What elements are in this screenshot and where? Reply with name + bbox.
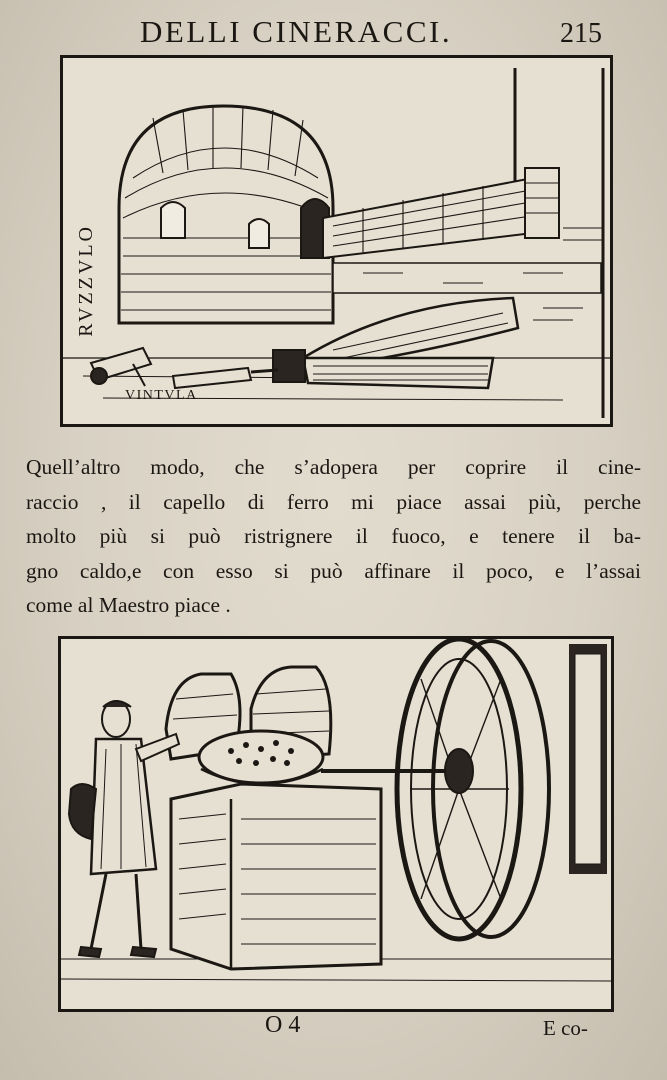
body-line: gno caldo,e con esso si può affinare il poco, e l’assai: [26, 558, 641, 583]
furnace-illustration: [63, 58, 610, 424]
body-line: come al Maestro piace .: [26, 593, 231, 617]
body-line: raccio , il capello di ferro mi piace assai più, perche: [26, 489, 641, 514]
page-number: 215: [560, 18, 602, 49]
wheel-illustration: [61, 639, 611, 1009]
catchword: E co-: [543, 1016, 588, 1040]
caption-ruzzulo: RVZZVLO: [75, 224, 97, 337]
body-paragraph: [26, 450, 641, 623]
body-line: molto più si può ristrignere il fuoco, e tenere il ba-: [26, 524, 641, 548]
signature-mark: O 4: [265, 1012, 301, 1038]
running-head: [140, 8, 640, 52]
page-title: DELLI CINERACCI.: [140, 14, 453, 49]
woodcut-furnace-bellows: [60, 55, 613, 427]
woodcut-furnace-wheel: [58, 636, 614, 1012]
body-line: Quell’altro modo, che s’adopera per coprire il cine-: [26, 455, 641, 479]
caption-vintula: VINTVLA: [125, 388, 198, 403]
